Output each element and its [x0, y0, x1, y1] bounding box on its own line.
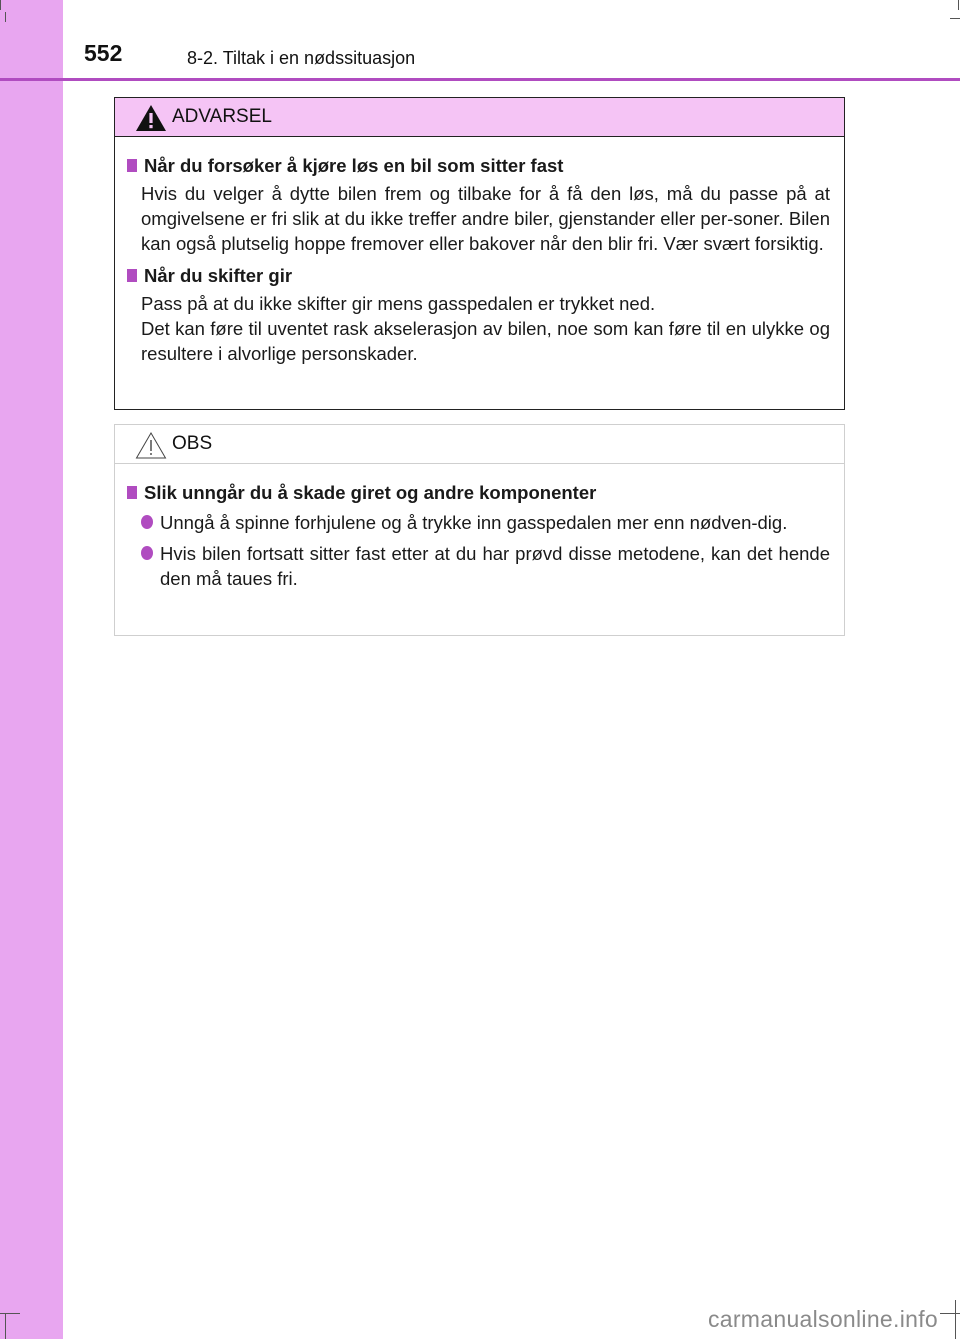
crop-mark	[940, 1313, 960, 1314]
section-heading	[127, 153, 830, 178]
notice-label: OBS	[172, 433, 213, 454]
warning-box-header	[115, 98, 844, 137]
crop-mark	[5, 12, 6, 22]
square-bullet-icon	[127, 269, 137, 282]
section-heading	[127, 480, 830, 505]
paragraph: Pass på at du ikke skifter gir mens gasspedalen er trykket ned.	[141, 293, 656, 314]
round-bullet-icon	[141, 546, 153, 560]
crop-mark	[955, 1300, 956, 1339]
warning-label: ADVARSEL	[172, 106, 272, 127]
crop-mark	[950, 18, 960, 19]
list-item-text: Unngå å spinne forhjulene og å trykke inn gasspedalen mer enn nødven-dig.	[160, 512, 788, 533]
paragraph: Hvis du velger å dytte bilen frem og tilbake for å få den løs, må du passe på at omgivelsene er fri slik at du ikke treffer andre biler, gjenstander eller per-soner. Bilen kan også plutselig hoppe fremover eller bakover når den blir fri. Vær svært forsiktig.	[141, 183, 830, 254]
paragraph: Det kan føre til uventet rask akselerasjon av bilen, noe som kan føre til en ulykke og resultere i alvorlige personskader.	[141, 318, 830, 364]
notice-box-body	[115, 464, 844, 591]
section-title: 8-2. Tiltak i en nødssituasjon	[187, 48, 416, 68]
notice-box-header	[115, 425, 844, 464]
warning-box	[114, 97, 845, 410]
crop-mark	[0, 0, 1, 10]
warning-triangle-filled-icon	[135, 104, 167, 132]
heading-text: Slik unngår du å skade giret og andre komponenter	[144, 482, 597, 503]
warning-box-body	[115, 137, 844, 366]
watermark: carmanualsonline.info	[707, 1306, 938, 1332]
notice-box	[114, 424, 845, 636]
section-heading	[127, 263, 830, 288]
round-bullet-icon	[141, 515, 153, 529]
header-rule	[0, 78, 960, 81]
list-item	[141, 510, 830, 535]
crop-mark	[958, 0, 959, 10]
heading-text: Når du skifter gir	[144, 265, 293, 286]
crop-mark	[5, 1313, 6, 1339]
list-item	[141, 541, 830, 591]
square-bullet-icon	[127, 486, 137, 499]
warning-triangle-outline-icon	[135, 431, 167, 459]
side-band	[0, 0, 63, 1339]
page-number: 552	[84, 40, 123, 66]
crop-mark	[0, 1313, 20, 1314]
heading-text: Når du forsøker å kjøre løs en bil som sitter fast	[144, 155, 564, 176]
list-item-text: Hvis bilen fortsatt sitter fast etter at du har prøvd disse metodene, kan det hende den må taues fri.	[160, 543, 830, 589]
square-bullet-icon	[127, 159, 137, 172]
